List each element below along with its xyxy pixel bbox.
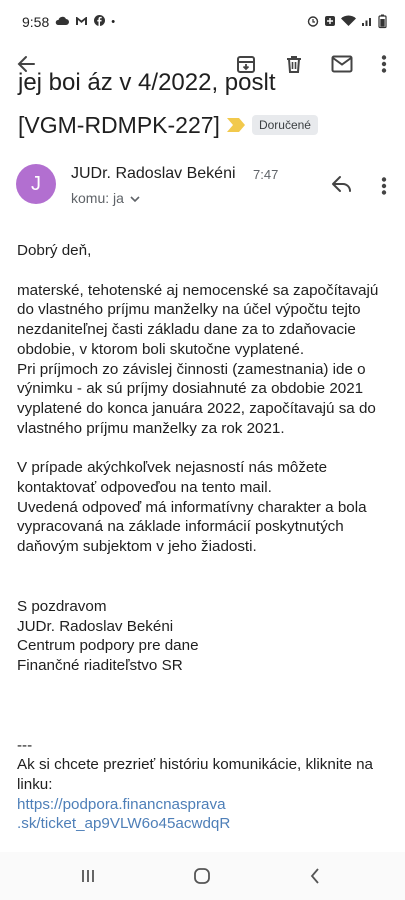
status-bar [0,0,405,44]
signature-organization: Finančné riaditeľstvo SR [17,656,183,674]
home-icon[interactable] [187,864,217,888]
avatar[interactable]: J [16,164,56,204]
greeting: Dobrý deň, [17,242,92,259]
clock: 9:58 [22,14,50,30]
recipient-details[interactable] [71,190,140,206]
subject-partial [18,69,398,102]
status-left [22,14,115,30]
closing: S pozdravom [17,597,107,615]
back-icon[interactable] [300,864,330,888]
reply-icon[interactable] [330,172,358,200]
ticket-link-line-2: .sk/ticket_ap9VLW6o45acwdqR [17,815,231,833]
status-right [307,14,387,31]
subject-partial-text: jej boi áz v 4/2022, poslt [18,69,276,96]
body-paragraph-4: Uvedená odpoveď má informatívny charakter a bola vypracovaná na základe informácií poskytnutých daňovým subjektom v jeho žiadosti. [17,498,367,556]
wifi-icon [341,15,356,30]
signature-name: JUDr. Radoslav Bekéni [17,617,174,635]
battery-icon [378,14,387,31]
subject [18,110,318,140]
dot-icon: • [111,15,116,28]
signal-icon [361,15,373,30]
data-saver-icon [324,15,336,30]
facebook-icon [94,15,105,29]
delete-icon[interactable] [280,50,308,78]
subject-id: [VGM-RDMPK-227] [18,111,220,138]
important-marker-icon[interactable] [226,117,246,133]
body-paragraph-1: materské, tehotenské aj nemocenské sa započítavajú do vlastného príjmu manželky na účel výpočtu tejto nezdaniteľnej časti základu dane za to zdaňovacie obdobie, v ktorom boli skutočne vyplatené. [17,281,379,358]
email-body [17,241,392,834]
gmail-icon [75,16,88,29]
body-paragraph-2: Pri príjmoch zo závislej činnosti (zamestnania) ide o výnimku - ak sú príjmy dosiahnuté za obdobie 2021 vyplatené do konca januára 2022, započítavajú sa do vlastného príjmu manželky za rok 2021. [17,360,376,437]
label-chip-inbox[interactable]: Doručené [252,115,318,135]
recipient-label: komu: ja [71,190,124,206]
sender-name: JUDr. Radoslav Bekéni [71,165,236,182]
message-more-icon[interactable] [370,172,398,200]
ticket-link-line-1: https://podpora.financnasprava [17,795,226,813]
alarm-icon [307,15,319,30]
more-vert-icon[interactable] [370,50,398,78]
recent-apps-icon[interactable] [73,864,103,888]
body-paragraph-3: V prípade akýchkoľvek nejasností nás môžete kontaktovať odpoveďou na tento mail. [17,459,328,497]
mark-unread-icon[interactable] [328,50,356,78]
cloud-icon [55,16,69,29]
chevron-down-icon[interactable] [130,190,140,206]
system-nav-bar [0,852,405,900]
sent-time: 7:47 [253,167,279,182]
ticket-link[interactable] [17,795,392,834]
signature-department: Centrum podpory pre dane [17,637,199,655]
separator: --- [17,736,33,754]
history-text: Ak si chcete prezrieť históriu komunikácie, kliknite na linku: [17,756,374,794]
